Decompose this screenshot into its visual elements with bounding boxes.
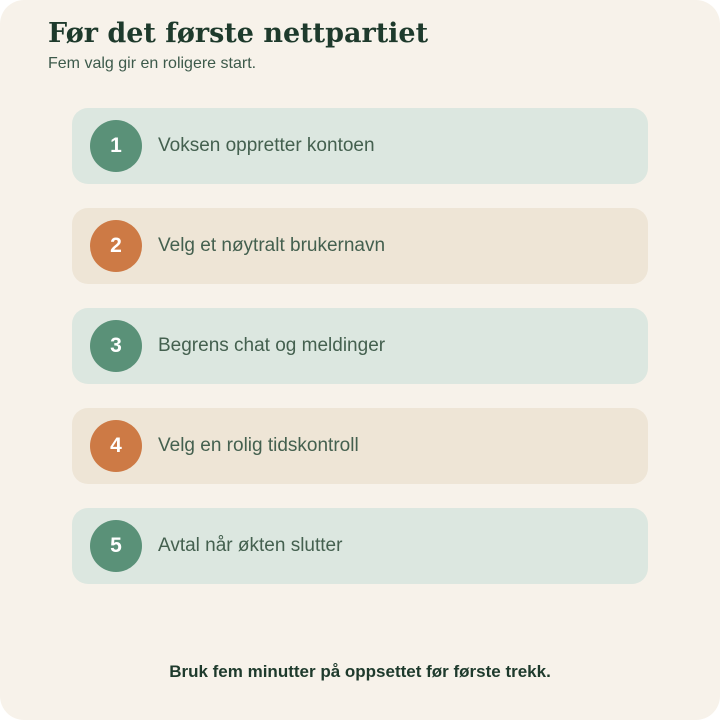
step-label: Voksen oppretter kontoen xyxy=(158,135,375,156)
step-label: Velg en rolig tidskontroll xyxy=(158,435,359,456)
step-item-2 xyxy=(72,208,648,284)
step-number-badge: 5 xyxy=(90,520,142,572)
footer-note: Bruk fem minutter på oppsettet før første trekk. xyxy=(169,662,551,681)
step-number-badge: 1 xyxy=(90,120,142,172)
step-label: Velg et nøytralt brukernavn xyxy=(158,235,386,256)
page-subtitle: Fem valg gir en roligere start. xyxy=(48,55,257,72)
step-item-4 xyxy=(72,408,648,484)
step-number-badge: 3 xyxy=(90,320,142,372)
step-number-badge: 4 xyxy=(90,420,142,472)
step-number-badge: 2 xyxy=(90,220,142,272)
step-item-1 xyxy=(72,108,648,184)
step-label: Avtal når økten slutter xyxy=(158,535,343,556)
step-item-5 xyxy=(72,508,648,584)
step-label: Begrens chat og meldinger xyxy=(158,335,386,356)
step-item-3 xyxy=(72,308,648,384)
page-title: Før det første nettpartiet xyxy=(48,18,429,49)
